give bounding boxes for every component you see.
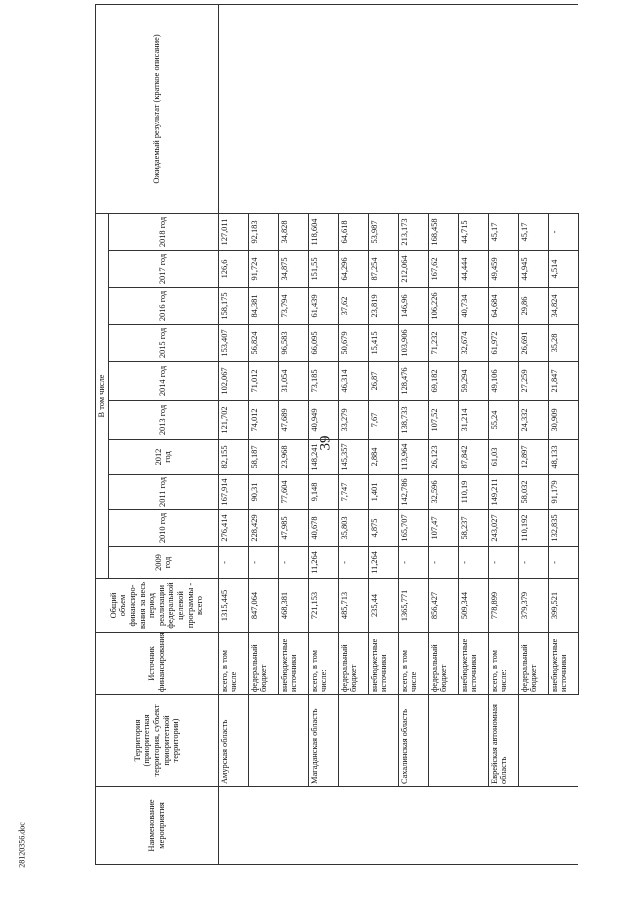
cell-year-value: 47,985 [278,510,308,547]
cell-year-value: 87,842 [458,440,488,475]
cell-result [218,5,248,214]
cell-year-value: 148,241 [308,440,338,475]
cell-year-value: 167,914 [218,475,248,510]
cell-territory: Еврейская автономная область [488,695,518,787]
cell-year-value: 71,232 [428,325,458,362]
cell-year-value: 92,183 [248,214,278,251]
cell-total: 468,381 [278,579,308,633]
cell-year-value: 151,55 [308,251,338,288]
cell-year-value: 69,182 [428,362,458,401]
cell-year-value: 33,279 [338,401,368,440]
cell-year-value: 276,414 [218,510,248,547]
cell-total: 379,379 [518,579,548,633]
cell-year-value: 31,214 [458,401,488,440]
cell-year-value: 145,357 [338,440,368,475]
cell-year-value: 132,835 [548,510,578,547]
cell-year-value: 146,96 [398,288,428,325]
cell-year-value: 107,52 [428,401,458,440]
cell-year-value: - [518,547,548,579]
cell-total: 778,899 [488,579,518,633]
cell-year-value: - [338,547,368,579]
page-number: 39 [317,435,334,451]
cell-year-value: 53,987 [368,214,398,251]
table-row [458,5,488,865]
cell-year-value: 61,03 [488,440,518,475]
cell-name [308,787,338,865]
cell-year-value: 153,407 [218,325,248,362]
cell-source: внебюджетные источники [548,633,578,695]
header-total: Общий объем финансиро- вания за весь период реализации федеральной целевой программы - всего [96,579,219,633]
cell-year-value: 91,724 [248,251,278,288]
cell-year-value: 121,702 [218,401,248,440]
table-row [488,5,518,865]
cell-total: 235,44 [368,579,398,633]
cell-year-value: 84,381 [248,288,278,325]
cell-year-value: 71,012 [248,362,278,401]
cell-year-value: - [248,547,278,579]
cell-year-value: - [428,547,458,579]
table-body [218,5,578,865]
cell-total: 1365,771 [398,579,428,633]
header-year: 2011 год [108,475,218,510]
header-year: 2014 год [108,362,218,401]
table-row [308,5,338,865]
cell-year-value: 127,011 [218,214,248,251]
header-result: Ожидаемый результат (краткое описание) [96,5,219,214]
cell-name [338,787,368,865]
cell-territory: Амурская область [218,695,248,787]
cell-year-value: 26,123 [428,440,458,475]
cell-year-value: 4,875 [368,510,398,547]
cell-year-value: 40,949 [308,401,338,440]
cell-total: 399,521 [548,579,578,633]
cell-year-value: 64,684 [488,288,518,325]
cell-year-value: 44,945 [518,251,548,288]
cell-year-value: - [548,214,578,251]
cell-year-value: 77,604 [278,475,308,510]
cell-source: федеральный бюджет [248,633,278,695]
cell-year-value: 128,476 [398,362,428,401]
cell-year-value: 46,314 [338,362,368,401]
cell-total: 721,153 [308,579,338,633]
cell-year-value: 167,62 [428,251,458,288]
cell-year-value: 168,458 [428,214,458,251]
cell-year-value: 23,968 [278,440,308,475]
cell-year-value: 165,707 [398,510,428,547]
cell-total: 1315,445 [218,579,248,633]
header-name: Наименование мероприятия [96,787,219,865]
cell-result [518,5,548,214]
cell-territory [248,695,278,787]
cell-year-value: 103,906 [398,325,428,362]
table-row [518,5,548,865]
cell-territory [338,695,368,787]
cell-source: внебюджетные источники [278,633,308,695]
cell-year-value: 61,972 [488,325,518,362]
cell-source: федеральный бюджет [428,633,458,695]
cell-result [308,5,338,214]
header-year: 2012 год [108,440,218,475]
cell-name [278,787,308,865]
cell-territory [458,695,488,787]
cell-year-value: 11,264 [368,547,398,579]
cell-year-value: 31,054 [278,362,308,401]
cell-result [248,5,278,214]
cell-year-value: 26,87 [368,362,398,401]
cell-total: 856,427 [428,579,458,633]
cell-source: всего, в том числе: [308,633,338,695]
cell-year-value: 56,824 [248,325,278,362]
cell-year-value: 55,24 [488,401,518,440]
cell-year-value: 110,19 [458,475,488,510]
header-year: 2018 год [108,214,218,251]
cell-name [518,787,548,865]
header-year: 2013 год [108,401,218,440]
cell-total: 847,064 [248,579,278,633]
cell-year-value: 40,734 [458,288,488,325]
cell-year-value: 37,62 [338,288,368,325]
cell-result [338,5,368,214]
cell-source: внебюджетные источники [458,633,488,695]
cell-year-value: 118,604 [308,214,338,251]
rotated-table-container [95,34,595,865]
cell-territory: Сахалинская область [398,695,428,787]
header-year: 2015 год [108,325,218,362]
cell-source: федеральный бюджет [338,633,368,695]
cell-year-value: 44,715 [458,214,488,251]
header-year: 2009 год [108,547,218,579]
cell-result [458,5,488,214]
table-row [548,5,578,865]
cell-territory [548,695,578,787]
cell-year-value: 82,155 [218,440,248,475]
cell-result [368,5,398,214]
cell-year-value: 64,618 [338,214,368,251]
cell-year-value: - [488,547,518,579]
cell-year-value: 87,254 [368,251,398,288]
cell-year-value: 35,28 [548,325,578,362]
cell-year-value: 138,733 [398,401,428,440]
cell-year-value: 228,429 [248,510,278,547]
cell-name [548,787,578,865]
cell-year-value: 29,86 [518,288,548,325]
cell-year-value: 66,095 [308,325,338,362]
cell-year-value: 49,459 [488,251,518,288]
cell-year-value: 21,847 [548,362,578,401]
table-row [368,5,398,865]
table-row [248,5,278,865]
cell-year-value: 102,067 [218,362,248,401]
cell-year-value: 7,747 [338,475,368,510]
cell-year-value: 212,064 [398,251,428,288]
table-row [428,5,458,865]
cell-year-value: 26,691 [518,325,548,362]
table-row [338,5,368,865]
cell-year-value: 106,226 [428,288,458,325]
cell-name [488,787,518,865]
cell-year-value: 40,678 [308,510,338,547]
cell-year-value: 11,264 [308,547,338,579]
cell-source: внебюджетные источники [368,633,398,695]
cell-year-value: - [548,547,578,579]
cell-year-value: 96,583 [278,325,308,362]
cell-year-value: 58,187 [248,440,278,475]
cell-year-value: 58,032 [518,475,548,510]
cell-year-value: 149,211 [488,475,518,510]
cell-total: 509,344 [458,579,488,633]
header-year: 2016 год [108,288,218,325]
cell-year-value: 7,67 [368,401,398,440]
cell-year-value: 9,148 [308,475,338,510]
cell-year-value: 45,17 [518,214,548,251]
cell-territory [518,695,548,787]
cell-year-value: - [278,547,308,579]
cell-year-value: 12,897 [518,440,548,475]
cell-year-value: 91,179 [548,475,578,510]
cell-year-value: 142,786 [398,475,428,510]
cell-year-value: 243,027 [488,510,518,547]
cell-year-value: 126,6 [218,251,248,288]
cell-year-value: 64,296 [338,251,368,288]
cell-year-value: 1,401 [368,475,398,510]
cell-result [548,5,578,214]
cell-year-value: - [398,547,428,579]
cell-year-value: 213,173 [398,214,428,251]
cell-result [398,5,428,214]
cell-year-value: 47,689 [278,401,308,440]
cell-year-value: 32,596 [428,475,458,510]
cell-name [458,787,488,865]
table-row [218,5,248,865]
cell-year-value: 45,17 [488,214,518,251]
cell-year-value: - [218,547,248,579]
cell-year-value: 23,819 [368,288,398,325]
cell-name [398,787,428,865]
cell-source: всего, в том числе [398,633,428,695]
cell-year-value: 73,794 [278,288,308,325]
cell-year-value: 59,294 [458,362,488,401]
cell-year-value: 24,332 [518,401,548,440]
header-year: 2017 год [108,251,218,288]
cell-total: 485,713 [338,579,368,633]
cell-year-value: 110,192 [518,510,548,547]
cell-year-value: 61,439 [308,288,338,325]
cell-year-value: 107,47 [428,510,458,547]
header-including: В том числе [96,214,109,579]
cell-year-value: 44,444 [458,251,488,288]
header-territory: Территория (приоритетная территория, субъект приоритетной территории) [96,695,219,787]
cell-name [218,787,248,865]
cell-year-value: 34,828 [278,214,308,251]
cell-year-value: 4,514 [548,251,578,288]
cell-year-value: 48,133 [548,440,578,475]
cell-year-value: 49,106 [488,362,518,401]
cell-year-value: 32,674 [458,325,488,362]
cell-territory: Магаданская область [308,695,338,787]
cell-name [428,787,458,865]
cell-result [278,5,308,214]
cell-year-value: 158,175 [218,288,248,325]
header-source: Источник финансирования [96,633,219,695]
header-year: 2010 год [108,510,218,547]
cell-year-value: - [458,547,488,579]
cell-result [488,5,518,214]
cell-year-value: 34,824 [548,288,578,325]
cell-result [428,5,458,214]
cell-territory [368,695,398,787]
cell-name [248,787,278,865]
table-row [278,5,308,865]
cell-year-value: 34,875 [278,251,308,288]
table-row [398,5,428,865]
cell-year-value: 113,964 [398,440,428,475]
cell-name [368,787,398,865]
financing-table [95,4,579,865]
document-filename: 28120356.doc [17,822,27,868]
cell-year-value: 74,012 [248,401,278,440]
cell-year-value: 27,259 [518,362,548,401]
cell-year-value: 73,185 [308,362,338,401]
cell-year-value: 30,909 [548,401,578,440]
cell-year-value: 58,237 [458,510,488,547]
cell-year-value: 2,884 [368,440,398,475]
cell-year-value: 35,803 [338,510,368,547]
cell-year-value: 15,415 [368,325,398,362]
cell-year-value: 50,679 [338,325,368,362]
cell-territory [428,695,458,787]
cell-territory [278,695,308,787]
cell-source: федеральный бюджет [518,633,548,695]
cell-source: всего, в том числе [218,633,248,695]
cell-source: всего, в том числе: [488,633,518,695]
cell-year-value: 90,31 [248,475,278,510]
